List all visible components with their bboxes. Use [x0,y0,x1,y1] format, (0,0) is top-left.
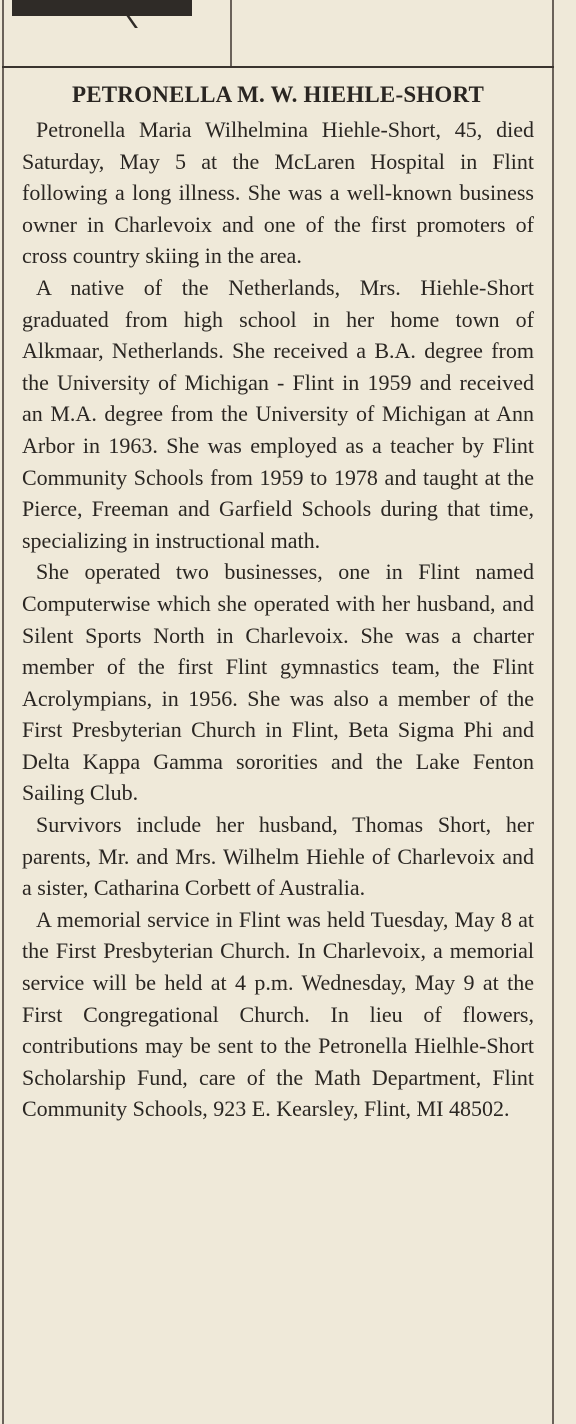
obituary-paragraph: Survivors include her husband, Thomas Short, her parents, Mr. and Mrs. Wilhelm Hiehle of Charlevoix and a sister, Catharina Corbett of Australia. [22,812,534,901]
obituary-paragraph: A memorial service in Flint was held Tuesday, May 8 at the First Presbyterian Church. In Charlevoix, a memorial service will be held at 4 p.m. Wednesday, May 9 at the First Congregational Church. In lieu of flowers, contributions may be sent to the Petronella Hielhle-Short Scholarship Fund, care of the Math Department, Flint Community Schools, 923 E. Kearsley, Flint, MI 48502. [22,906,534,1122]
obituary-paragraph: She operated two businesses, one in Flint named Computerwise which she operated with her husband, and Silent Sports North in Charlevoix. She was a charter member of the first Flint gymnastics team, the Flint Acrolympians, in 1956. She was also a member of the First Presbyterian Church in Flint, Beta Sigma Phi and Delta Kappa Gamma sororities and the Lake Fenton Sailing Club. [22,559,534,806]
article-top-rule [2,66,554,68]
obituary-headline: PETRONELLA M. W. HIEHLE-SHORT [71,82,485,107]
obituary-paragraph: Petronella Maria Wilhelmina Hiehle-Short, 45, died Saturday, May 5 at the McLaren Hospital in Flint following a long illness. She was a well-known business owner in Charlevoix and one of the first promoters of cross country skiing in the area. [22,117,534,269]
adjacent-article-fragment [0,0,576,66]
column-rule-middle [230,0,232,66]
column-rule-right [552,0,554,1424]
fragment-ink-tick [95,14,138,28]
column-rule-left [2,0,4,1424]
obituary-article [22,80,534,1125]
obituary-paragraph: A native of the Netherlands, Mrs. Hiehle-Short graduated from high school in her home town of Alkmaar, Netherlands. She received a B.A. degree from the University of Michigan - Flint in 1959 and received an M.A. degree from the University of Michigan at Ann Arbor in 1963. She was employed as a teacher by Flint Community Schools from 1959 to 1978 and taught at the Pierce, Freeman and Garfield Schools during that time, specializing in instructional math. [22,274,534,553]
